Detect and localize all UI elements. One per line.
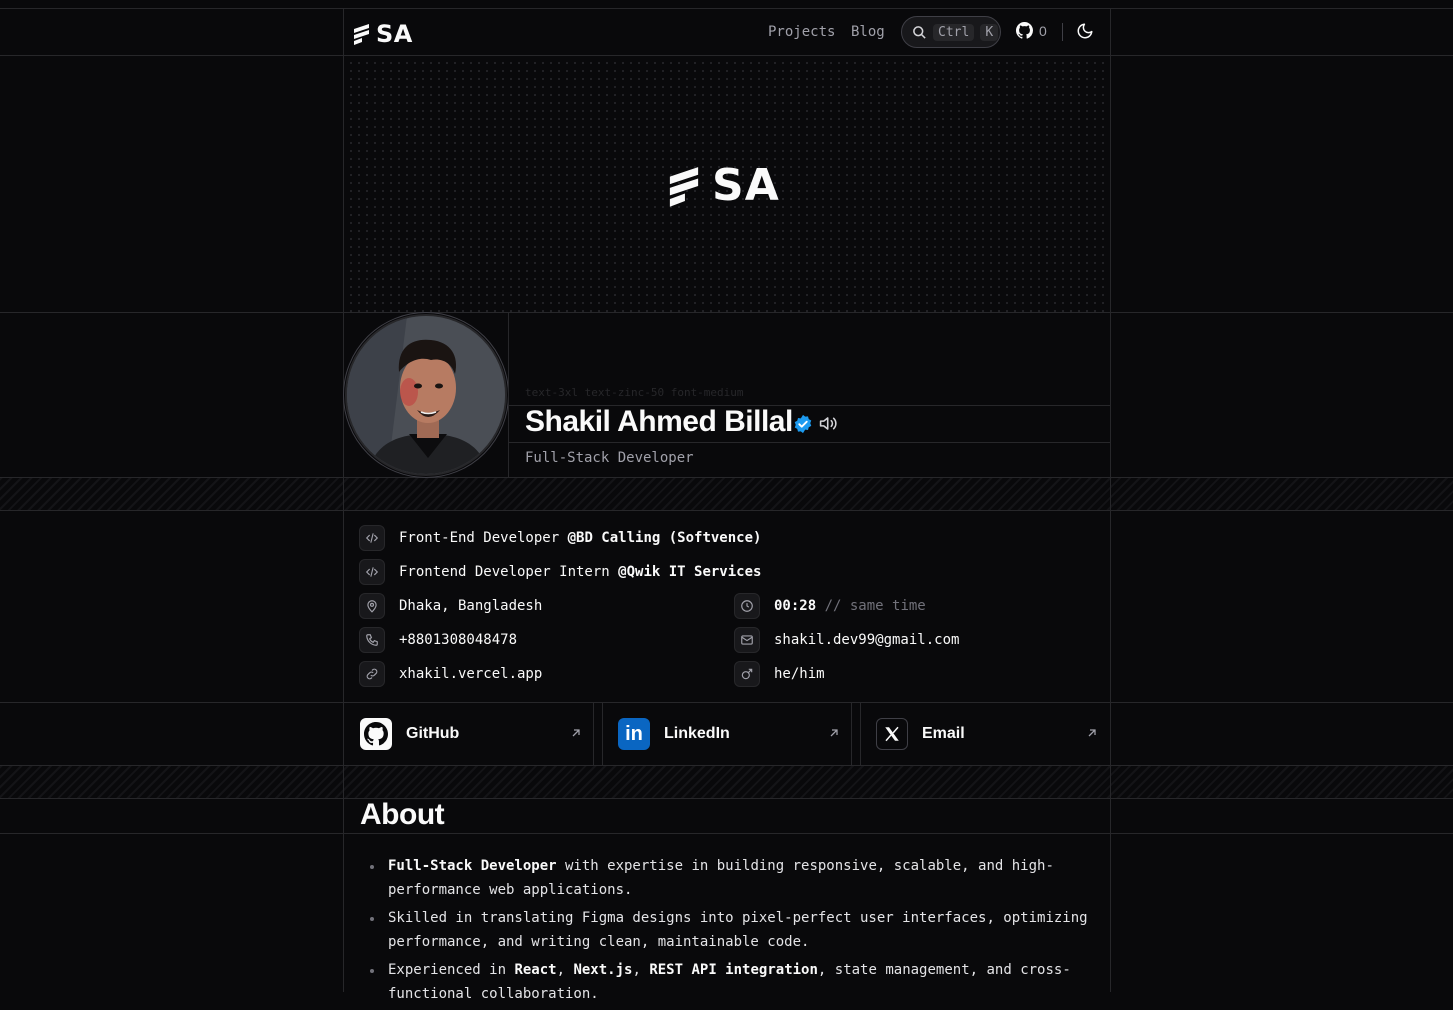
theme-toggle-button[interactable] [1076, 22, 1094, 45]
about-item-bold: REST API integration [649, 962, 818, 978]
clock-icon [734, 593, 760, 619]
about-item-text: Skilled in translating Figma designs into pixel-perfect user interfaces, optimizing performance, and writing clean, maintainable code. [388, 910, 1088, 950]
time-row [734, 593, 926, 619]
banner-logo-text: SA [712, 160, 780, 211]
about-item [370, 958, 1100, 1006]
job1-company: @BD Calling (Softvence) [567, 530, 762, 546]
pronounce-name-button[interactable] [819, 414, 838, 438]
arrow-up-right-icon [1086, 727, 1098, 739]
social-link-linkedin[interactable] [602, 703, 852, 765]
search-button[interactable] [901, 16, 1001, 48]
speaker-icon [819, 414, 838, 433]
site-logo[interactable] [353, 20, 413, 48]
phone-row[interactable] [359, 627, 517, 653]
header-separator [1062, 23, 1063, 41]
social-label: LinkedIn [664, 725, 730, 742]
about-item [370, 854, 1100, 902]
code-icon [359, 559, 385, 585]
github-stars-link[interactable] [1016, 22, 1047, 39]
about-item-bold: Next.js [573, 962, 633, 978]
job2-title: Frontend Developer Intern [399, 564, 610, 580]
code-icon [359, 525, 385, 551]
location-text: Dhaka, Bangladesh [399, 598, 543, 614]
moon-icon [1076, 22, 1094, 40]
kbd-k: K [980, 24, 998, 41]
location-row [359, 593, 542, 619]
about-item-bold: Full-Stack Developer [388, 858, 557, 874]
mail-icon [734, 627, 760, 653]
hero-banner [344, 56, 1110, 312]
job1-title: Front-End Developer [399, 530, 560, 546]
about-item-text: , [556, 962, 574, 978]
verified-badge-icon [793, 414, 813, 439]
social-link-email[interactable] [860, 703, 1110, 765]
pronouns-row [734, 661, 825, 687]
github-star-count: 0 [1039, 22, 1047, 39]
about-item [370, 906, 1100, 954]
nav-blog[interactable]: Blog [851, 24, 885, 40]
about-item-text: , state management, and cross-functional collaboration. [388, 962, 1071, 1002]
kbd-ctrl: Ctrl [933, 24, 974, 41]
about-item-text: Experienced in [388, 962, 515, 978]
about-item-text: with expertise in building responsive, scalable, and high-performance web applications. [388, 858, 1054, 898]
github-icon [360, 718, 392, 750]
logo-mark-icon [353, 23, 370, 45]
local-time: 00:28 [774, 598, 817, 614]
about-item-text: , [632, 962, 650, 978]
profile-role: Full-Stack Developer [525, 450, 694, 466]
website-row[interactable] [359, 661, 542, 687]
website-text[interactable]: xhakil.vercel.app [399, 666, 543, 682]
class-hint-text: text-3xl text-zinc-50 font-medium [525, 386, 744, 399]
avatar [345, 314, 507, 476]
pronouns-text: he/him [774, 666, 825, 682]
social-label: GitHub [406, 725, 460, 742]
link-icon [359, 661, 385, 687]
map-pin-icon [359, 593, 385, 619]
x-icon [876, 718, 908, 750]
job-row-1 [359, 525, 761, 551]
gender-male-icon [734, 661, 760, 687]
profile-name: Shakil Ahmed Billal [525, 405, 793, 438]
banner-logo [668, 160, 780, 211]
divider-stripes [0, 478, 1453, 510]
site-header [344, 9, 1110, 55]
logo-mark-icon [668, 164, 700, 208]
about-list [370, 854, 1100, 1010]
logo-text: SA [376, 20, 413, 48]
arrow-up-right-icon [828, 727, 840, 739]
arrow-up-right-icon [570, 727, 582, 739]
email-row[interactable] [734, 627, 959, 653]
nav-projects[interactable]: Projects [768, 24, 836, 40]
job2-company: @Qwik IT Services [618, 564, 762, 580]
job-row-2 [359, 559, 761, 585]
phone-text[interactable]: +8801308048478 [399, 632, 518, 648]
linkedin-icon: in [618, 718, 650, 750]
search-icon [912, 25, 927, 40]
social-label: Email [922, 725, 965, 742]
about-heading: About [360, 798, 445, 831]
social-link-github[interactable] [344, 703, 594, 765]
avatar-portrait [347, 316, 507, 476]
about-item-bold: React [514, 962, 557, 978]
divider-stripes [0, 766, 1453, 798]
time-note: // same time [824, 598, 926, 614]
github-icon [1016, 22, 1033, 39]
phone-icon [359, 627, 385, 653]
email-text[interactable]: shakil.dev99@gmail.com [774, 632, 960, 648]
